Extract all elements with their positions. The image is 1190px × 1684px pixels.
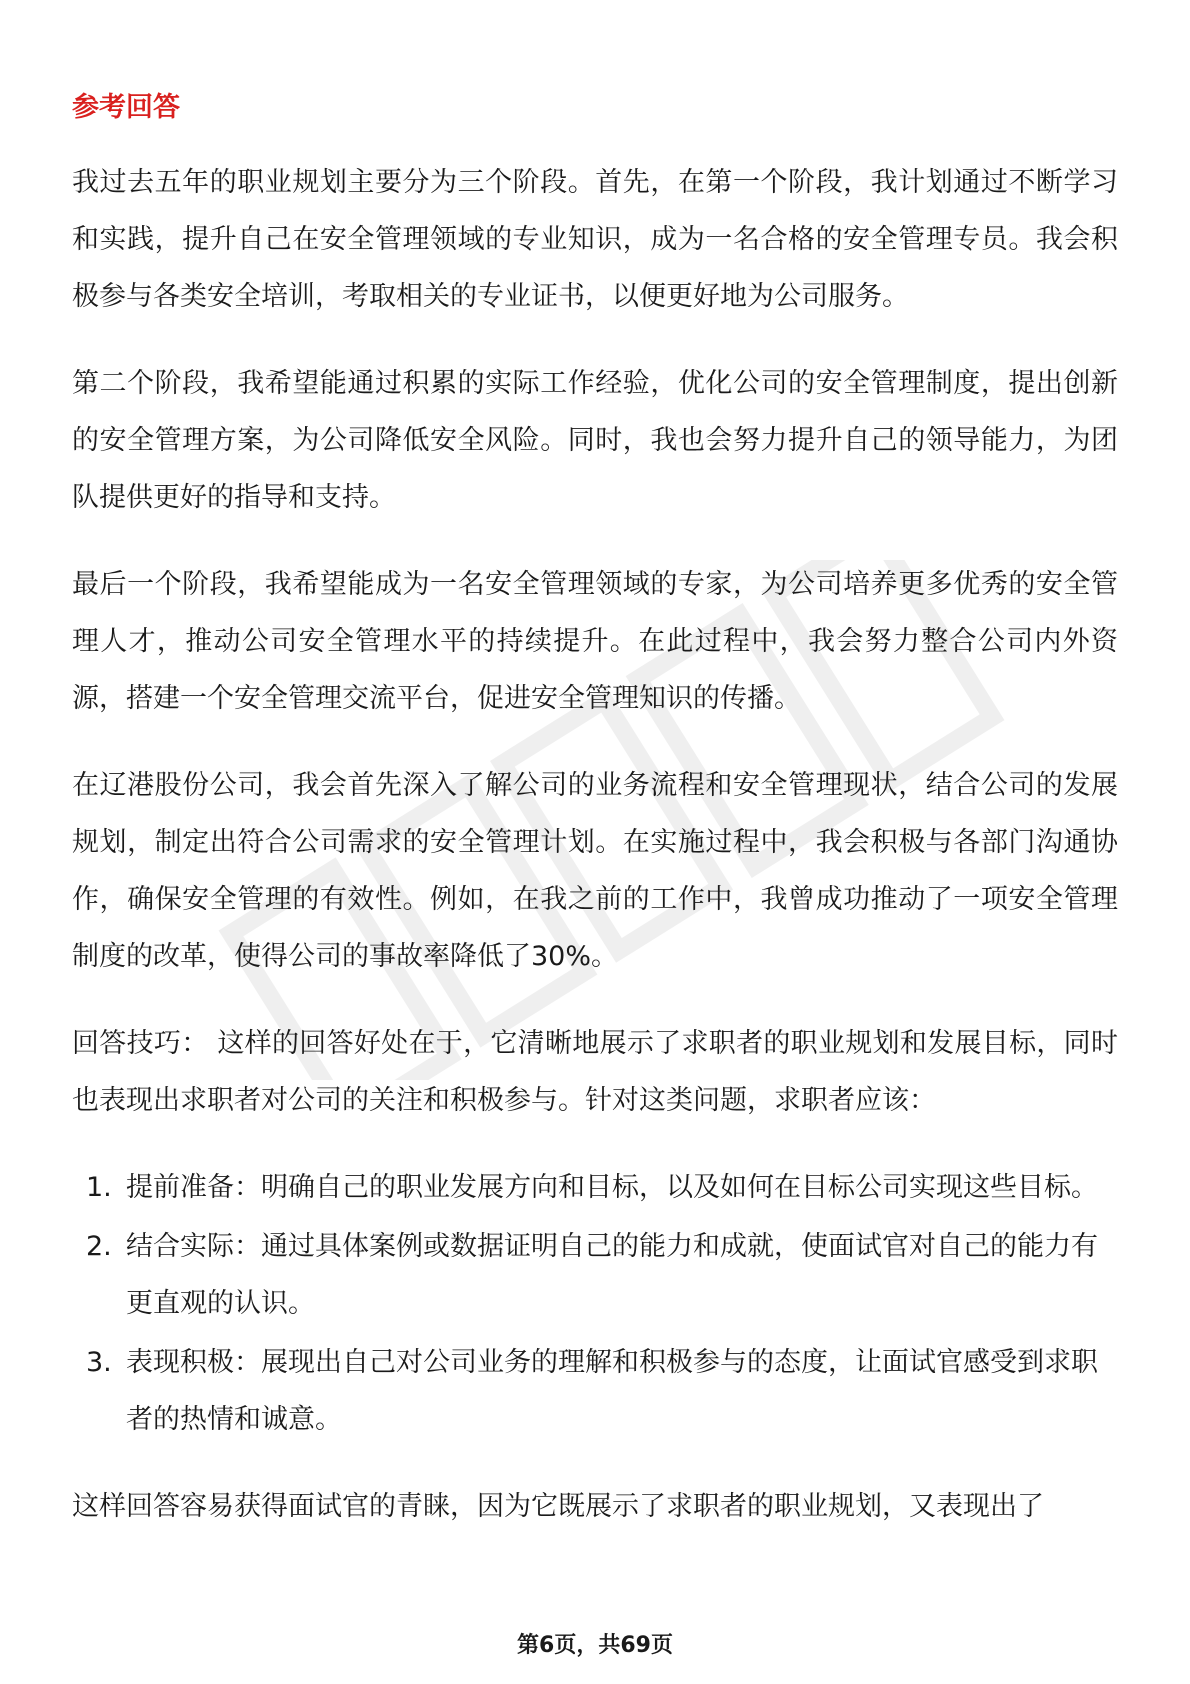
paragraph-answer-tips: 回答技巧： 这样的回答好处在于，它清晰地展示了求职者的职业规划和发展目标，同时也表现出求职者对公司的关注和积极参与。针对这类问题，求职者应该： <box>72 1028 1118 1116</box>
paragraph-closing: 这样回答容易获得面试官的青睐，因为它既展示了求职者的职业规划，又表现出了 <box>72 1491 1044 1522</box>
list-item <box>72 1159 1118 1216</box>
page-number-footer: 第6页，共69页 <box>517 1633 673 1658</box>
list-item-text: 结合实际：通过具体案例或数据证明自己的能力和成就，使面试官对自己的能力有更直观的认识。 <box>126 1231 1098 1319</box>
list-item-number: 3. <box>86 1347 112 1378</box>
document-page <box>72 90 1118 1565</box>
paragraph-stage-two: 第二个阶段，我希望能通过积累的实际工作经验，优化公司的安全管理制度，提出创新的安全管理方案，为公司降低安全风险。同时，我也会努力提升自己的领导能力，为团队提供更好的指导和支持。 <box>72 368 1118 513</box>
list-item-number: 1. <box>86 1172 112 1203</box>
list-item-text: 提前准备：明确自己的职业发展方向和目标，以及如何在目标公司实现这些目标。 <box>126 1172 1098 1203</box>
paragraph-stage-three: 最后一个阶段，我希望能成为一名安全管理领域的专家，为公司培养更多优秀的安全管理人才，推动公司安全管理水平的持续提升。在此过程中，我会努力整合公司内外资源，搭建一个安全管理交流平台，促进安全管理知识的传播。 <box>72 569 1118 714</box>
list-item-text: 表现积极：展现出自己对公司业务的理解和积极参与的态度，让面试官感受到求职者的热情和诚意。 <box>126 1347 1098 1435</box>
tips-list <box>72 1159 1118 1448</box>
list-item-number: 2. <box>86 1231 112 1262</box>
paragraph-stage-one: 我过去五年的职业规划主要分为三个阶段。首先，在第一个阶段，我计划通过不断学习和实践，提升自己在安全管理领域的专业知识，成为一名合格的安全管理专员。我会积极参与各类安全培训，考取相关的专业证书，以便更好地为公司服务。 <box>72 167 1118 312</box>
list-item <box>72 1218 1118 1332</box>
section-heading: 参考回答 <box>72 92 180 123</box>
list-item <box>72 1334 1118 1448</box>
paragraph-company-plan: 在辽港股份公司，我会首先深入了解公司的业务流程和安全管理现状，结合公司的发展规划，制定出符合公司需求的安全管理计划。在实施过程中，我会积极与各部门沟通协作，确保安全管理的有效性。例如，在我之前的工作中，我曾成功推动了一项安全管理制度的改革，使得公司的事故率降低了30%。 <box>72 770 1118 972</box>
